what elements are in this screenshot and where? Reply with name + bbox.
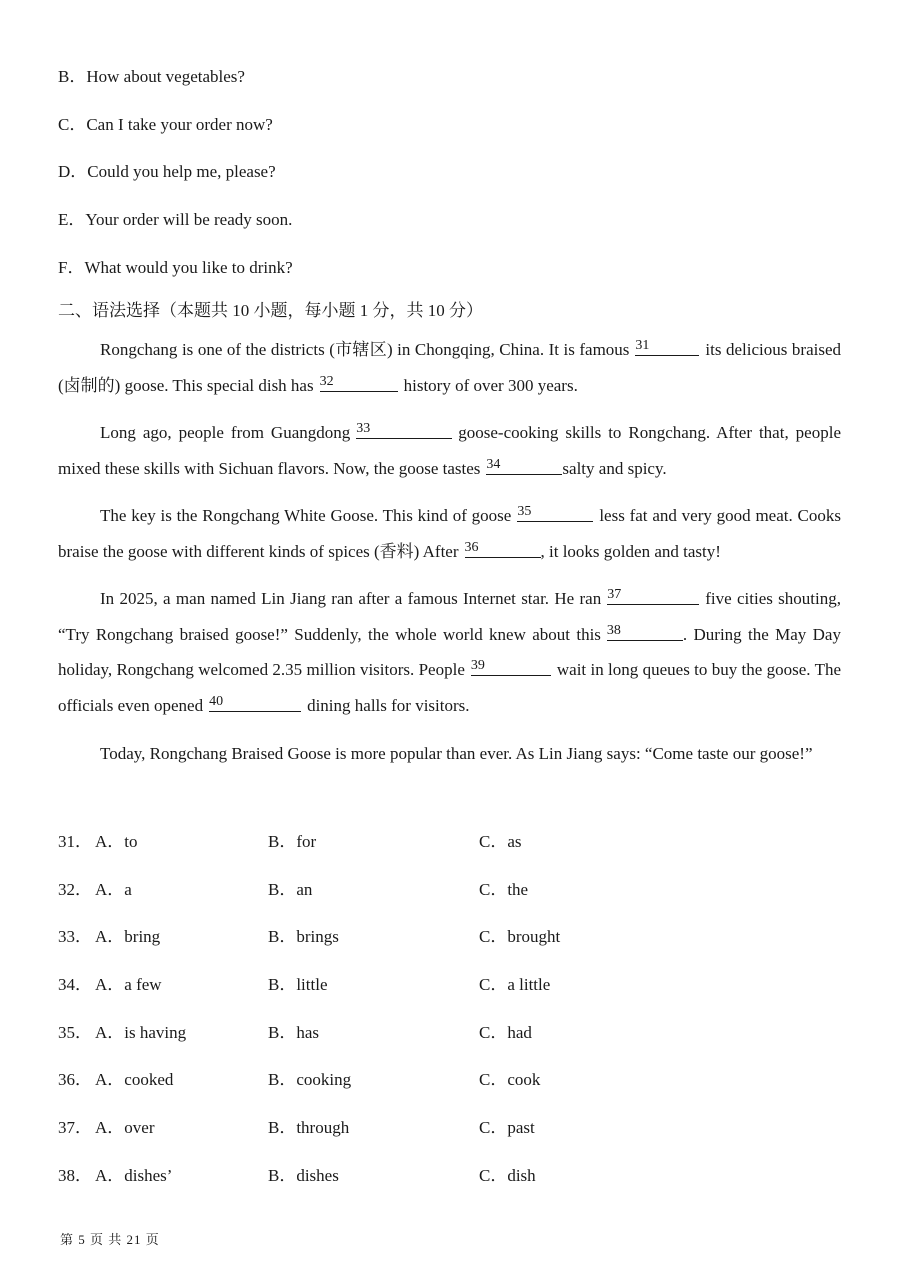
section-title: 二、语法选择（本题共 10 小题，每小题 1 分，共 10 分） [58, 301, 483, 320]
option-e: E．Your order will be ready soon. [58, 210, 293, 229]
blank-37: 37 [607, 586, 699, 605]
option-f: F．What would you like to drink? [58, 258, 293, 277]
blank-35: 35 [517, 503, 593, 522]
blank-33: 33 [356, 420, 452, 439]
option-c: C．Can I take your order now? [58, 115, 273, 134]
blank-34: 34 [486, 456, 562, 475]
passage-paragraph-3: The key is the Rongchang White Goose. This kind of goose 35 less fat and very good meat. Cooks braise the goose with different kinds of spices (香料) After 36 , it looks golden and tasty! [58, 504, 841, 561]
option-b: B．How about vegetables? [58, 67, 245, 86]
blank-40: 40 [209, 693, 301, 712]
blank-31: 31 [635, 337, 699, 356]
page-footer: 第 5 页 共 21 页 [60, 1232, 160, 1247]
passage-paragraph-2: Long ago, people from Guangdong 33 goose-cooking skills to Rongchang. After that, people mixed these skills with Sichuan flavors. Now, the goose tastes 34 salty and spicy. [58, 421, 841, 478]
passage-paragraph-4: In 2025, a man named Lin Jiang ran after a famous Internet star. He ran 37 five cities shouting, “Try Rongchang braised goose!” Suddenly, the whole world knew about this 38 . During the May Day holiday, Rongchang welcomed 2.35 million visitors. People 39 wait in long queues to buy the goose. The officials even opened 40 dining halls for visitors. [58, 587, 842, 715]
option-d: D．Could you help me, please? [58, 162, 276, 181]
blank-39: 39 [471, 657, 551, 676]
blank-36: 36 [465, 539, 541, 558]
passage-paragraph-1: Rongchang is one of the districts (市辖区) in Chongqing, China. It is famous 31 its delicious braised (卤制的) goose. This special dish has 32 history of over 300 years. [58, 338, 841, 395]
passage-paragraph-5: Today, Rongchang Braised Goose is more popular than ever. As Lin Jiang says: “Come taste our goose!” [100, 744, 813, 763]
blank-38: 38 [607, 622, 683, 641]
blank-32: 32 [320, 373, 398, 392]
